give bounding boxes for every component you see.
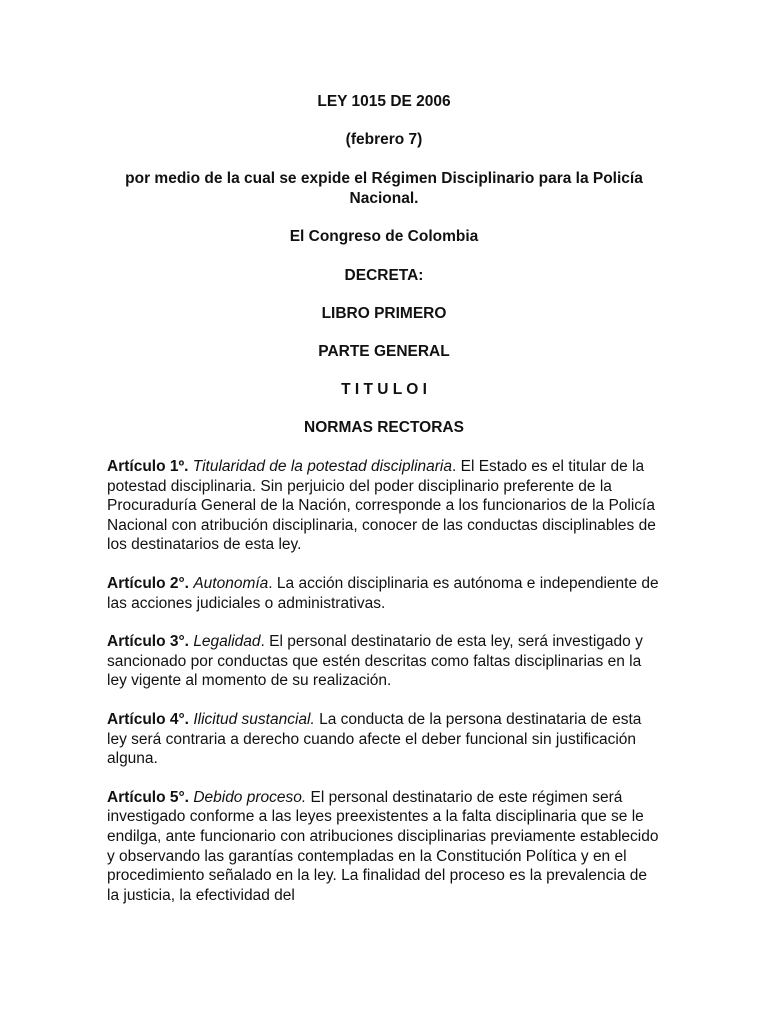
article-separator: . [268,574,273,592]
law-title: LEY 1015 DE 2006 [317,93,451,110]
book-heading: LIBRO PRIMERO [321,305,447,322]
articles-list [107,457,663,924]
article-4 [107,710,663,769]
part-heading: PARTE GENERAL [318,343,450,360]
article-number: Artículo 5°. [107,788,189,806]
article-2 [107,574,663,613]
article-text: El personal destinatario de este régimen será investigado conforme a las leyes preexistentes a la falta disciplinaria que se le endilga, ante funcionario con atribuciones disciplinarias previamente establecido y observando las garantías contempladas en la Constitución Política y en el procedimiento señalado en la ley. La finalidad del proceso es la prevalencia de la justicia, la efectividad del [107,788,659,904]
article-5 [107,788,663,906]
article-separator: . [260,633,265,651]
article-heading: Legalidad [193,633,261,651]
article-text: La acción disciplinaria es autónoma e independiente de las acciones judiciales o administrativas. [107,574,659,612]
article-3 [107,632,663,691]
article-number: Artículo 3°. [107,633,189,651]
article-text: El Estado es el titular de la potestad disciplinaria. Sin perjuicio del poder disciplinario preferente de la Procuraduría General de la Nación, corresponde a los funcionarios de la Policía Nacional con atribución disciplinaria, conocer de las conductas disciplinables de los destinatarios de esta ley. [107,458,656,554]
article-1 [107,457,663,555]
law-subject: por medio de la cual se expide el Régimen Disciplinario para la Policía Nacional. [125,170,643,207]
article-separator: . [451,458,457,475]
title-name: NORMAS RECTORAS [304,419,464,436]
article-text: La conducta de la persona destinataria de esta ley será contraria a derecho cuando afecte el deber funcional sin justificación alguna. [107,710,642,768]
article-number: Artículo 4°. [107,710,189,728]
article-number: Artículo 2°. [107,574,189,592]
article-text: El personal destinatario de esta ley, será investigado y sancionado por conductas que estén descritas como faltas disciplinarias en la ley vigente al momento de su realización. [107,633,643,690]
article-heading: Debido proceso. [193,788,307,806]
article-heading: Autonomía [193,574,269,592]
article-number: Artículo 1º. [107,458,189,475]
article-heading: Ilicitud sustancial. [193,710,315,728]
title-heading: T I T U L O I [341,381,427,398]
article-heading: Titularidad de la potestad disciplinaria [192,458,452,475]
law-date: (febrero 7) [345,131,423,148]
issuer: El Congreso de Colombia [289,228,479,245]
decree-heading: DECRETA: [344,267,424,284]
